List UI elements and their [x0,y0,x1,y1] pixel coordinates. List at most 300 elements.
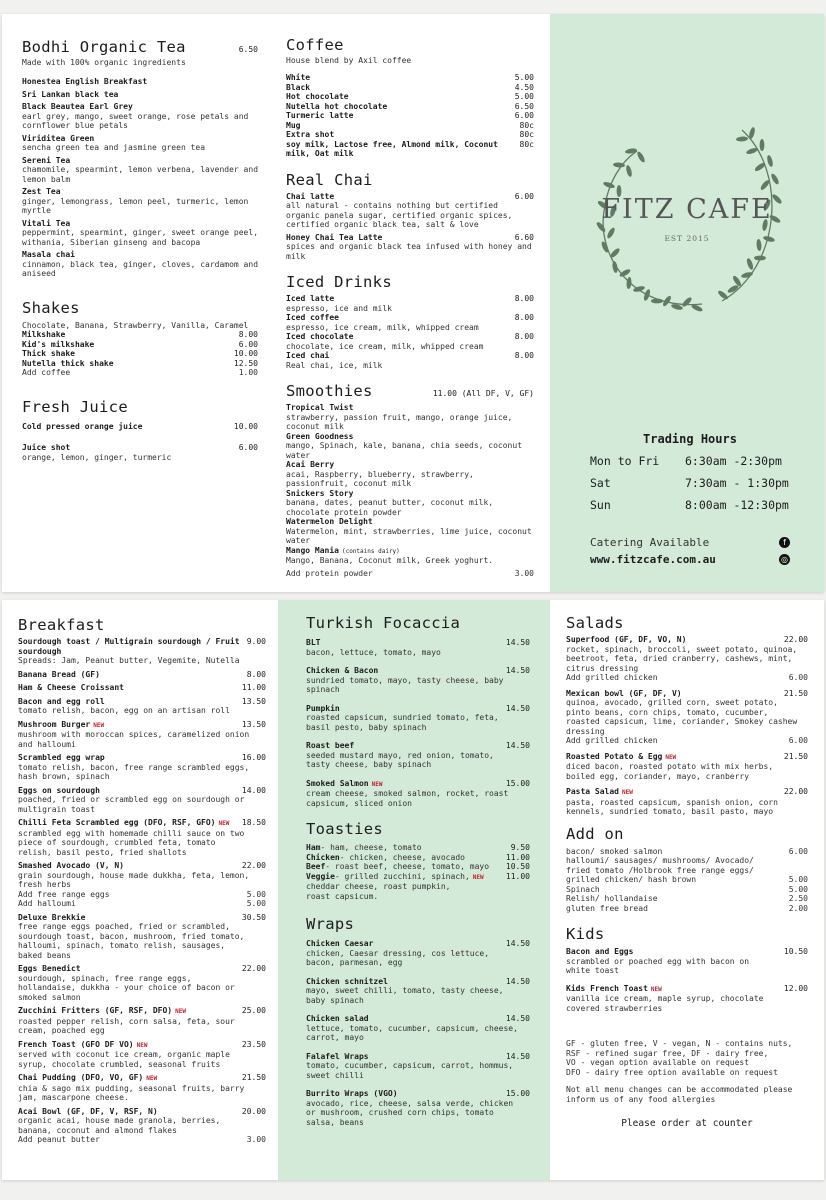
facebook-icon[interactable]: f [779,537,790,548]
addon-price: 2.50 [788,894,808,903]
menu-item-price: 12.00 [783,983,808,993]
menu-item-name [306,977,506,987]
menu-item-name [22,422,234,432]
menu-item-name-text: Burrito Wraps (VGO) [306,1089,398,1098]
menu-item [18,753,266,782]
menu-item-name-text: Sourdough toast / Multigrain sourdough / Fruit sourdough [18,637,240,656]
menu-item-row [286,332,534,342]
menu-item-desc: bacon, lettuce, tomato, mayo [306,647,441,657]
menu-item-name [286,102,515,112]
menu-item-name [306,704,506,714]
menu-item-price: 8.00 [514,313,534,322]
extra-name: Add free range eggs [18,889,110,899]
hours-title: Trading Hours [643,432,737,446]
menu-item [286,489,534,518]
shakes-title: Shakes [22,298,80,317]
menu-item-name-text: Sri Lankan black tea [22,89,119,99]
menu-item-name-text: Chicken schnitzel [306,976,388,986]
menu-item [22,340,258,350]
new-badge: NEW [665,753,677,761]
hours-time: 8:00am -12:30pm [685,498,789,512]
menu-item-name-text: Masala chai [22,250,75,259]
addon-line [566,875,808,885]
menu-item-name [286,192,515,202]
menu-item [286,130,534,140]
smoothies-price: 11.00 (All DF, V, GF) [432,389,534,398]
menu-item-name [286,130,520,140]
menu-item-row [286,294,534,304]
menu-item-desc: orange, lemon, ginger, turmeric [22,452,172,462]
menu-item-name [566,787,784,798]
menu-item-name [22,102,258,112]
menu-item-price: 14.50 [505,638,530,647]
menu-item-name [286,546,534,557]
menu-item-name-text: Deluxe Brekkie [18,912,86,922]
menu-item-row [18,1006,266,1017]
menu-item [306,666,530,695]
menu-item [286,140,534,159]
menu-item-desc: sundried tomato, mayo, tasty cheese, baby spinach [306,675,504,694]
menu-item-name [566,689,784,699]
extra-name: Add grilled chicken [566,673,658,682]
menu-item [566,752,808,782]
menu-item-price: 22.00 [783,787,808,796]
menu-item-price: 10.00 [233,349,258,358]
menu-item-name-text: Acai Bowl (GF, DF, V, RSF, N) [18,1106,158,1116]
new-badge: NEW [472,873,484,881]
smoothies-addon-price: 3.00 [514,568,534,578]
menu-item-name-text: Nutella hot chocolate [286,101,388,111]
toastie-name-text: Ham [306,843,321,852]
menu-item-extra [566,673,808,683]
menu-item-name [22,359,234,369]
menu-item-price: 8.00 [514,351,534,360]
menu-item [18,697,266,716]
iced-list [286,294,534,370]
menu-item-name [306,1089,506,1099]
menu-item-price: 11.00 [241,683,266,692]
addon-text: halloumi/ sausages/ mushrooms/ Avocado/ [566,856,754,865]
menu-item-desc: mushroom with moroccan spices, caramelized onion and halloumi [18,730,250,749]
addon-line [566,856,808,866]
menu-item-row [22,330,258,340]
addon-line [566,894,808,904]
toastie-price: 10.50 [505,862,530,871]
food-column-left [18,600,266,1180]
menu-item-name-text: Kid's milkshake [22,339,95,349]
menu-item [286,83,534,93]
menu-item-row [566,752,808,763]
menu-item-name-text: Zest Tea [22,187,61,196]
menu-item-name-text: Iced latte [286,294,335,303]
addon-text: fried tomato /Holbrook free range eggs/ [566,865,754,875]
menu-item [286,102,534,112]
menu-item-note: (contains dairy) [341,547,400,555]
website-link[interactable]: www.fitzcafe.com.au [590,553,716,566]
menu-item-desc: tomato relish, bacon, free range scrambled eggs, hash brown, spinach [18,762,250,781]
menu-item-desc: strawberry, passion fruit, mango, orange juice, coconut milk [286,412,513,431]
menu-item-price: 14.50 [505,976,530,986]
menu-item-desc: seeded mustard mayo, red onion, tomato, tasty cheese, baby spinach [306,750,494,769]
menu-item-name-text: Bacon and Eggs [566,947,634,956]
hours-time: 6:30am -2:30pm [685,454,782,468]
coffee-subtitle: House blend by Axil coffee [286,56,412,65]
menu-item [286,121,534,131]
menu-item-name-text: Turmeric latte [286,111,354,120]
menu-item [22,77,258,87]
menu-item-desc: chocolate, ice cream, milk, whipped cream [286,341,484,351]
menu-item-price: 20.00 [241,1106,266,1116]
website-row [590,553,790,566]
menu-item-row [306,666,530,676]
hours-day: Sun [590,498,611,512]
smoothies-header [286,382,534,400]
menu-item [18,1006,266,1036]
menu-item-name [18,1040,242,1051]
menu-item-row [18,670,266,680]
menu-item [18,964,266,1002]
menu-item-desc: scrambled or poached egg with bacon on white toast [566,956,750,975]
focaccia-list [306,638,530,808]
menu-item-name [286,121,520,131]
menu-item-extra [18,890,266,900]
menu-item-name [286,351,515,361]
menu-item-price: 23.50 [241,1039,266,1049]
menu-item-name [22,219,258,229]
menu-item-desc: vanilla ice cream, maple syrup, chocolate covered strawberries [566,994,764,1013]
menu-item [566,947,808,976]
contact-info [590,536,790,566]
menu-item-price: 9.00 [246,637,266,646]
menu-item-name-text: Viriditea Green [22,133,95,143]
addon-text: Spinach [566,884,600,894]
breakfast-list [18,637,266,1145]
hours-day: Mon to Fri [590,454,660,468]
hours-list [590,454,790,512]
menu-item-name-text: Mexican bowl (GF, DF, V) [566,688,682,698]
drinks-column-middle [286,14,534,592]
menu-item-name [22,77,258,87]
menu-item-name-text: soy milk, Lactose free, Almond milk, Coconut milk, Oat milk [286,139,498,158]
menu-item-price: 80c [519,139,534,149]
menu-item-row [18,818,266,829]
menu-item-name [286,313,515,323]
menu-item-row [22,250,258,260]
menu-item-name [22,443,239,453]
menu-item-price: 5.00 [514,73,534,82]
menu-item-desc: roasted pepper relish, corn salsa, feta, sour cream, poached egg [18,1016,235,1035]
menu-item-price: 80c [519,130,534,139]
menu-item-price: 8.00 [246,669,266,679]
trading-hours [590,432,790,512]
menu-item-desc: all natural - contains nothing but certified organic panela sugar, certified organic spices, certified organic black tea, salt & love [286,201,513,229]
addon-price: 2.00 [788,903,808,913]
salads-title: Salads [566,614,624,632]
menu-item [286,92,534,102]
menu-item-row [286,517,534,527]
menu-item-row [18,1107,266,1117]
menu-item-name [22,349,234,359]
food-panel [2,600,824,1180]
menu-item-price: 14.50 [505,703,530,713]
menu-item [18,786,266,815]
chai-list [286,192,534,262]
menu-item-name-text: Black Beautea Earl Grey [22,102,133,111]
menu-item-name-text: Mango Mania [286,545,339,555]
menu-item-row [306,704,530,714]
menu-item [286,546,534,566]
legend-line: RSF - refined sugar free, DF - dairy free, [566,1048,769,1058]
menu-item [306,1052,530,1081]
menu-item [306,779,530,809]
menu-item-name-text: Honey Chai Tea Latte [286,232,383,242]
menu-item-price: 15.00 [505,1089,530,1098]
menu-item-row [18,683,266,693]
menu-item-price: 6.00 [238,443,258,452]
menu-item-name-text: Snickers Story [286,488,354,498]
menu-item [306,704,530,733]
menu-item [18,720,266,750]
menu-item-price: 13.50 [241,719,266,729]
menu-item-name [22,156,258,166]
menu-item-price: 21.50 [783,688,808,698]
new-badge: NEW [650,985,662,993]
addon-price: 6.00 [788,846,808,856]
smoothies-addon-name: Add protein powder [286,568,373,578]
menu-item-name [286,403,534,413]
toastie-price: 11.00 [505,852,530,862]
menu-item-name-text: Bacon and egg roll [18,696,105,706]
menu-item [22,349,258,359]
new-badge: NEW [175,1008,186,1015]
addon-price: 5.00 [788,884,808,894]
menu-item-name-text: Chicken & Bacon [306,666,379,675]
menu-item-name [286,233,515,243]
menu-item-row [566,635,808,645]
menu-item-row [286,432,534,442]
menu-item-name-text: Watermelon Delight [286,517,373,526]
shakes-flavours: Chocolate, Banana, Strawberry, Vanilla, Caramel [22,320,249,330]
menu-item-row [22,77,258,87]
menu-item-name [306,939,506,949]
menu-item-name [18,861,242,871]
menu-item-name [306,779,506,790]
drinks-panel [2,14,824,592]
menu-item-desc: banana, dates, peanut butter, coconut milk, chocolate protein powder [286,498,494,517]
menu-item-desc: chamomile, spearmint, lemon verbena, lavender and lemon balm [22,165,258,184]
menu-item-extra [18,899,266,909]
menu-item-name [566,635,784,645]
menu-item [22,90,258,100]
menu-item-name [306,666,506,676]
menu-item-price: 6.00 [514,111,534,120]
extra-name: Add grilled chicken [566,736,658,745]
juice-list [22,422,258,463]
menu-item-row [566,947,808,957]
menu-item-desc: tomato, cucumber, capsicum, carrot, hommus, sweet chilli [306,1061,514,1080]
menu-item-row [18,964,266,974]
addon-text: Relish/ hollandaise [566,894,658,903]
menu-item-name-text: Chicken salad [306,1014,369,1023]
instagram-icon[interactable]: ◎ [779,554,790,565]
menu-item-row [286,73,534,83]
toastie-row [306,862,530,872]
menu-item-desc: earl grey, mango, sweet orange, rose petals and cornflower blue petals [22,111,249,130]
menu-item-desc: diced bacon, roasted potato with mix herbs, boiled egg, coriander, mayo, cranberry [566,762,774,781]
new-badge: NEW [146,1075,158,1082]
menu-item-price: 80c [519,120,534,130]
menu-item-price: 10.50 [783,947,808,956]
focaccia-title: Turkish Focaccia [306,614,461,632]
tea-header [22,38,258,56]
menu-item-name-text: Chicken Caesar [306,939,374,948]
menu-item-name [286,73,515,83]
menu-item [22,134,258,153]
hours-time: 7:30am - 1:30pm [685,476,789,490]
menu-item-price: 25.00 [241,1006,266,1015]
hours-row [590,498,790,512]
menu-item [286,351,534,370]
menu-item [22,250,258,279]
menu-item-row [18,637,266,656]
drinks-column-left [22,14,258,592]
menu-item-name [18,786,242,796]
menu-item-desc: cream cheese, smoked salmon, rocket, roast capsicum, sliced onion [306,789,509,808]
new-badge: NEW [621,789,633,796]
food-column-middle [278,600,550,1180]
menu-item-desc: lettuce, tomato, cucumber, capsicum, cheese, carrot, mayo [306,1023,518,1042]
menu-item-name [286,83,515,93]
menu-item-price: 8.00 [514,332,534,341]
menu-item-desc: chia & sago mix pudding, seasonal fruits, barry jam, mascarpone cheese. [18,1083,245,1102]
menu-item [306,741,530,770]
menu-item-row [286,403,534,413]
menu-item-price: 30.50 [241,912,266,922]
smoothies-addon [286,569,534,579]
menu-item-desc: Spreads: Jam, Peanut butter, Vegemite, Nutella [18,656,240,665]
menu-item [306,1014,530,1043]
menu-item-desc: sourdough, spinach, free range eggs, hollandaise, dukkha - your choice of bacon or smoked salmon [18,973,235,1002]
menu-item-row [566,787,808,798]
menu-item [286,432,534,461]
menu-item-row [18,861,266,871]
menu-item-row [18,753,266,763]
menu-item-name-text: BLT [306,638,321,647]
menu-item-name-text: Mug [286,120,301,130]
menu-item-name [22,250,258,260]
menu-item-row [18,1040,266,1051]
menu-item-name-text: Honestea English Breakfast [22,77,148,86]
toasties-list [306,843,530,882]
menu-item [306,638,530,657]
menu-item [566,635,808,683]
menu-item-name-text: Chai Pudding (DFO, VO, GF) [18,1073,144,1082]
menu-item-price: 21.50 [241,1073,266,1082]
menu-item-row [286,130,534,140]
menu-item-row [286,102,534,112]
menu-item-desc: Watermelon, mint, strawberries, lime juice, coconut water [286,526,532,545]
new-badge: NEW [218,820,230,827]
menu-item-row [306,638,530,648]
menu-item-name-text: Falafel Wraps [306,1051,369,1061]
menu-item-row [286,489,534,499]
addon-line [566,885,808,895]
menu-item-name-text: Milkshake [22,330,66,339]
menu-item-desc: organic acai, house made granola, berries, banana, coconut and almond flakes [18,1116,221,1135]
menu-item-name [22,340,239,350]
menu-item-price: 22.00 [783,635,808,644]
menu-item-name-text: Mushroom Burger [18,719,91,729]
menu-item [286,517,534,546]
menu-item-desc: mayo, sweet chilli, tomato, tasty cheese, baby spinach [306,986,504,1005]
menu-item-row [18,1073,266,1084]
extra-price: 6.00 [788,673,808,682]
menu-item-row [306,779,530,790]
addon-title: Add on [566,824,624,843]
legend-line: GF - gluten free, V - vegan, N - contains nuts, [566,1039,793,1048]
addon-list [566,847,808,914]
menu-item-price: 6.00 [514,191,534,201]
menu-item-price: 13.50 [241,696,266,706]
menu-item-name-text: Superfood (GF, DF, VO, N) [566,635,687,644]
menu-item-row [306,741,530,751]
menu-item-price: 6.50 [514,101,534,111]
chai-title: Real Chai [286,170,373,189]
menu-item [18,1107,266,1145]
menu-item-price: 8.00 [514,294,534,303]
menu-item-row [286,313,534,323]
menu-item [306,939,530,968]
addon-text: bacon/ smoked salmon [566,846,663,856]
menu-item-name-text: Smoked Salmon [306,778,369,788]
toastie-name [306,872,506,883]
menu-item-row [22,422,258,432]
menu-item-price: 14.50 [505,741,530,750]
addon-line [566,904,808,914]
menu-item-name [18,697,242,707]
menu-item-desc: rocket, spinach, broccoli, sweet potato, quinoa, beetroot, feta, dried cranberry, cashews, mint, citrus dressing [566,644,798,673]
menu-item-desc: sencha green tea and jasmine green tea [22,143,206,152]
toastie-name [306,843,511,853]
menu-item-name [306,638,506,648]
menu-item-name [22,187,258,197]
menu-item-name [566,947,784,957]
menu-item [566,787,808,817]
coffee-title: Coffee [286,36,344,54]
menu-item [286,111,534,121]
cafe-name: FITZ CAFE [601,194,773,225]
menu-item-row [286,140,534,159]
hours-row [590,476,790,490]
menu-item-row [306,977,530,987]
menu-item-name [286,517,534,527]
menu-item [566,689,808,746]
menu-item [18,637,266,666]
menu-item-name [18,1073,242,1084]
menu-item-name-text: Chilli Feta Scrambled egg (DFO, RSF, GFO) [18,818,216,827]
menu-item-desc: avocado, rice, cheese, salsa verde, chicken or mushroom, crushed corn chips, tomato salsa, beans [306,1098,514,1127]
toastie-desc: - grilled zucchini, spinach, [334,871,470,881]
menu-item [22,219,258,248]
menu-item-row [286,233,534,243]
menu-item [22,187,258,216]
menu-item [22,443,258,462]
wraps-list [306,939,530,1127]
extra-price: 3.00 [246,1135,266,1144]
menu-item [306,1089,530,1127]
menu-item [18,818,266,857]
menu-item-name [286,332,515,342]
